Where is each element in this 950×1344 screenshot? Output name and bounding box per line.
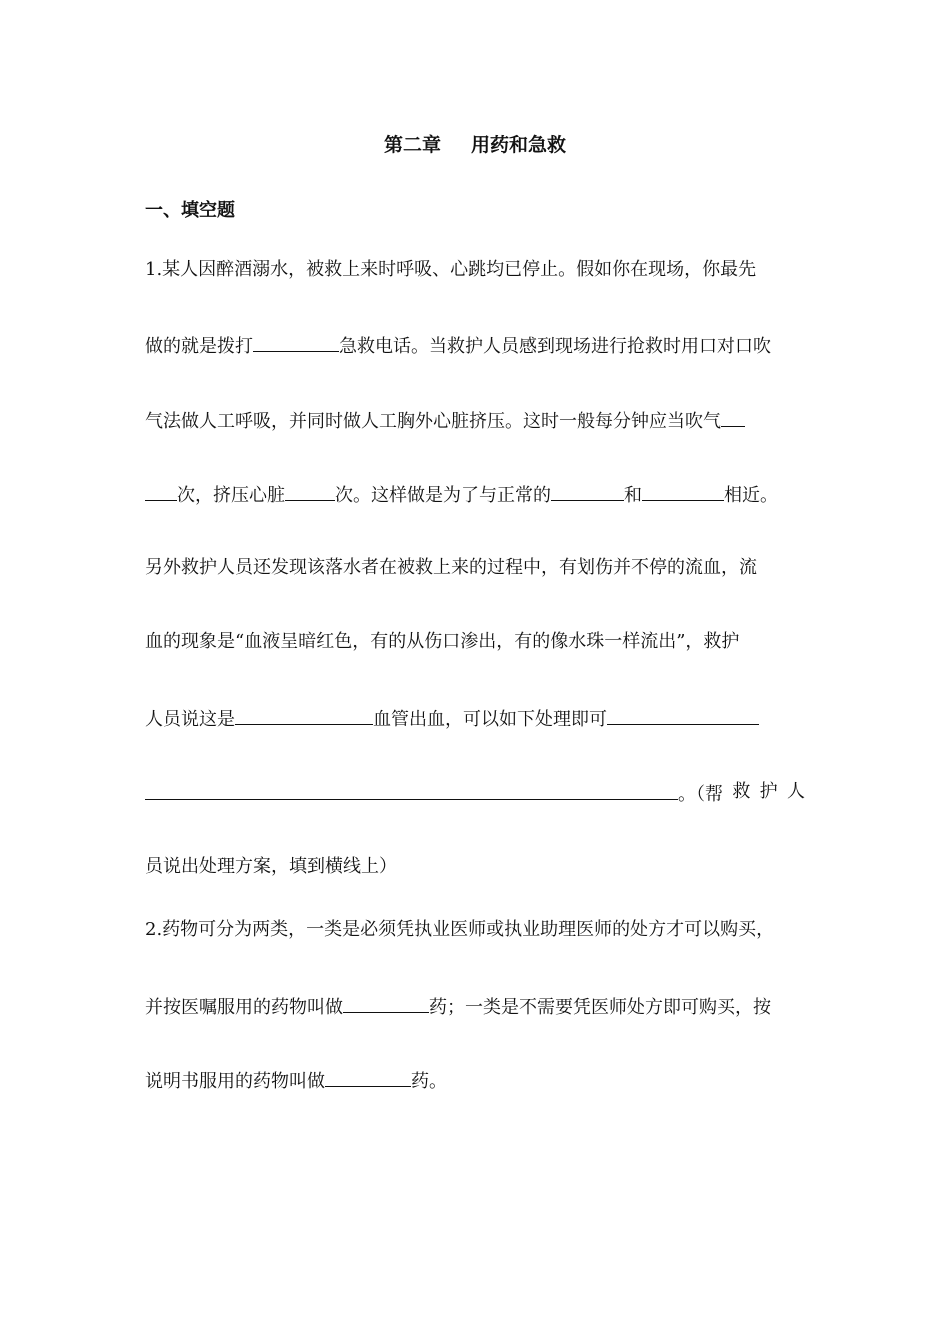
blank-treatment-start[interactable] [607, 705, 759, 725]
blank-emergency-number[interactable] [253, 332, 339, 352]
q2-text: 说明书服用的药物叫做 [145, 1071, 325, 1092]
q2-text: 并按医嘱服用的药物叫做 [145, 997, 343, 1018]
q1-line-2 [145, 332, 805, 359]
q1-text: 人 [786, 781, 805, 802]
chapter-number: 第二章 [383, 134, 441, 156]
blank-compressions-per-minute[interactable] [285, 481, 335, 501]
q1-line-8 [145, 780, 805, 807]
page-title [0, 130, 950, 157]
q1-text: 1.某人因醉酒溺水，被救上来时呼吸、心跳均已停止。假如你在现场，你最先 [145, 259, 757, 280]
q1-text: 气法做人工呼吸，并同时做人工胸外心脏挤压。这时一般每分钟应当吹气 [145, 411, 721, 432]
q1-text: 血的现象是“血液呈暗红色，有的从伤口渗出，有的像水珠一样流出”，救护 [145, 631, 740, 652]
blank-prescription-drug[interactable] [343, 993, 429, 1013]
q1-text: 另外救护人员还发现该落水者在被救上来的过程中，有划伤并不停的流血，流 [145, 557, 757, 578]
q1-line-3 [145, 407, 805, 434]
blank-treatment-end[interactable] [145, 780, 678, 800]
q1-line-4 [145, 481, 805, 508]
q1-text: 相近。 [724, 485, 778, 506]
q1-text: 护 [759, 781, 778, 802]
blank-normal-rate-2[interactable] [642, 481, 724, 501]
q1-text: 。（帮 [678, 784, 723, 805]
q1-text: 员说出处理方案，填到横线上） [145, 856, 397, 877]
q1-text: 急救电话。当救护人员感到现场进行抢救时用口对口吹 [339, 336, 771, 357]
q1-line-9 [145, 855, 805, 879]
q1-line-7 [145, 705, 805, 732]
blank-normal-rate-1[interactable] [551, 481, 624, 501]
q1-line-1 [145, 258, 805, 282]
blank-vessel-type[interactable] [235, 705, 373, 725]
q1-line-5 [145, 556, 805, 580]
q2-text: 药。 [411, 1071, 447, 1092]
q2-text: 2.药物可分为两类，一类是必须凭执业医师或执业助理医师的处方才可以购买， [145, 919, 775, 940]
q2-text: 药；一类是不需要凭医师处方即可购买，按 [429, 997, 771, 1018]
chapter-name: 用药和急救 [471, 134, 567, 156]
q1-text: 血管出血，可以如下处理即可 [373, 709, 607, 730]
q1-line-6 [145, 630, 805, 654]
q2-line-2 [145, 993, 805, 1020]
q1-text: 和 [624, 485, 642, 506]
q1-text: 次。这样做是为了与正常的 [335, 485, 551, 506]
q1-text: 做的就是拨打 [145, 336, 253, 357]
q1-text: 救 [732, 781, 751, 802]
blank-breaths-per-minute-end[interactable] [145, 481, 177, 501]
section-heading: 一、填空题 [145, 200, 235, 221]
q1-text: 次，挤压心脏 [177, 485, 285, 506]
q1-text: 人员说这是 [145, 709, 235, 730]
q2-line-1 [145, 918, 805, 942]
q2-line-3 [145, 1067, 805, 1094]
blank-otc-drug[interactable] [325, 1067, 411, 1087]
blank-breaths-per-minute-start[interactable] [721, 407, 745, 427]
